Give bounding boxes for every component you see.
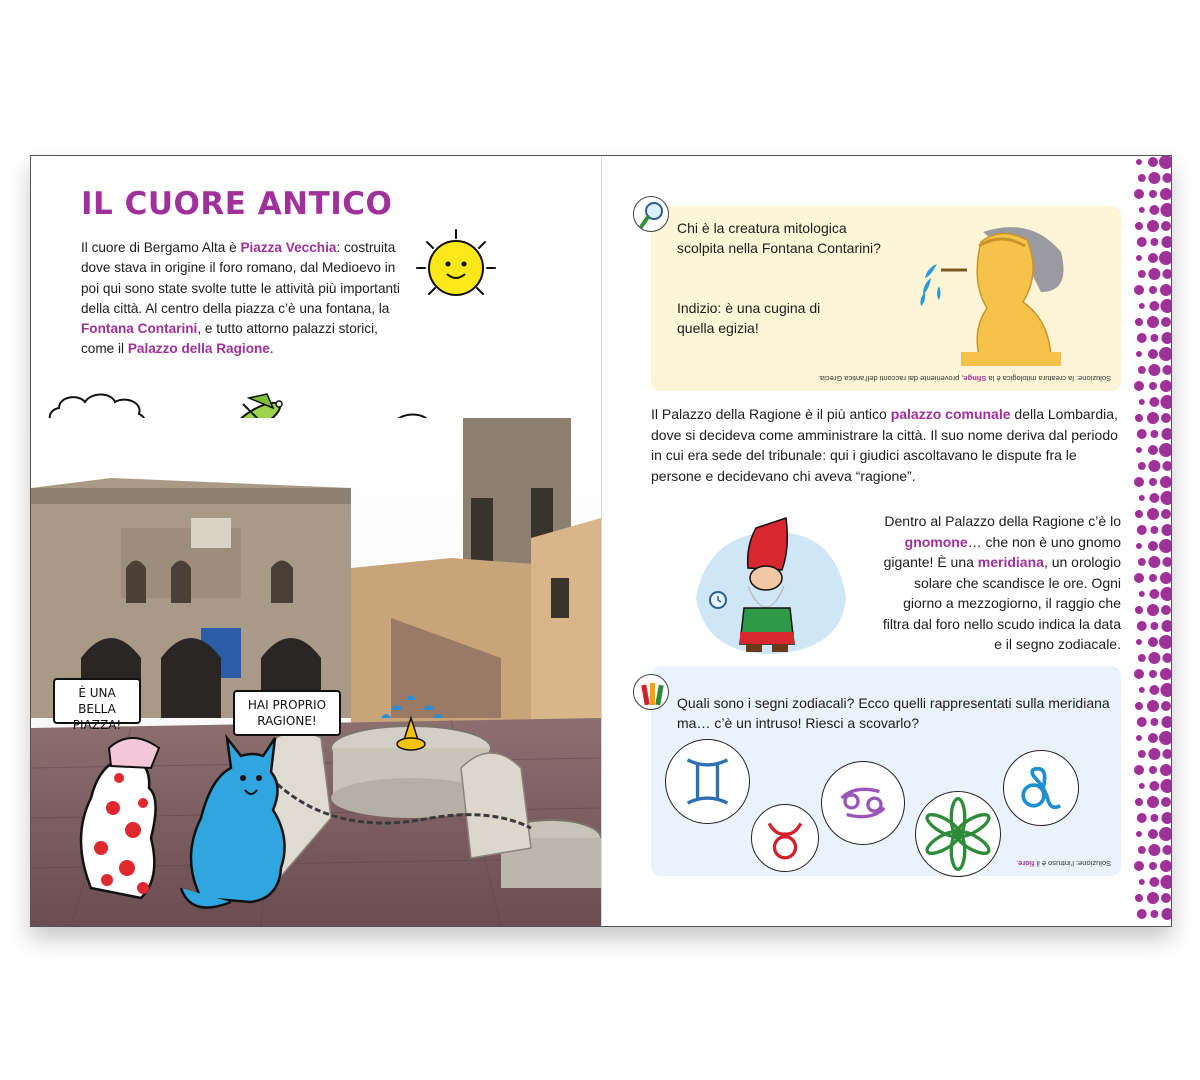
palazzo-paragraph: Il Palazzo della Ragione è il più antico palazzo comunale della Lombardia, dove si decideva come amministrare la città. Il suo nome deriva dal periodo in cui era sede del tribunale: qui i giudici ascoltavano le dispute fra le persone e decidevano chi aveva “ragione”. [651, 406, 1118, 484]
riddle-solution: Soluzione: la creatura mitologica è la Sfinge, proveniente dai racconti dell’antica Grecia. [817, 374, 1111, 383]
leo-symbol[interactable] [1003, 750, 1079, 826]
intro-paragraph: Il cuore di Bergamo Alta è Piazza Vecchia: costruita dove stava in origine il foro romano, dal Medioevo in poi qui sono state svolte tutte le attività più importanti della città. Al centro della piazza c’è una fontana, la Fontana Contarini, e tutto attorno palazzi storici, come il Palazzo della Ragione. [81, 240, 400, 357]
zodiac-question: Quali sono i segni zodiacali? Ecco quelli rappresentati sulla meridiana ma… c’è un intruso! Riesci a scovarlo? [677, 695, 1110, 731]
page-fold [601, 156, 602, 926]
riddle-panel [651, 206, 1121, 391]
sphinx-icon [901, 212, 1071, 372]
gemini-symbol[interactable] [665, 739, 750, 824]
sun-icon [411, 226, 501, 306]
gnomone-paragraph: Dentro al Palazzo della Ragione c’è lo gnomone… che non è uno gnomo gigante! È una meridiana, un orologio solare che scandisce le ore. Ogni giorno a mezzogiorno, il raggio che filtra dal foro nello scudo indica la data e il segno zodiacale. [882, 513, 1121, 652]
gnome-icon [686, 508, 856, 668]
highlight-gnomone: gnomone [904, 533, 968, 550]
zodiac-panel [651, 666, 1121, 876]
highlight-piazza-vecchia: Piazza Vecchia [240, 240, 337, 255]
speech-bubble-cat: HAI PROPRIO RAGIONE! [233, 690, 341, 736]
decorative-dots [1131, 156, 1171, 926]
zodiac-solution: Soluzione: l’intruso è il fiore. [1015, 859, 1111, 868]
page-title: IL CUORE ANTICO [81, 186, 393, 222]
riddle-hint: Indizio: è una cugina di quella egizia! [677, 300, 821, 336]
highlight-fontana-contarini: Fontana Contarini [81, 321, 198, 337]
flower-symbol[interactable] [915, 791, 1001, 877]
cancer-symbol[interactable] [821, 761, 905, 845]
highlight-meridiana: meridiana [977, 554, 1044, 570]
book-spread [30, 155, 1172, 927]
magnifier-icon [633, 196, 669, 232]
piazza-vecchia-photo [31, 418, 601, 926]
riddle-question: Chi è la creatura mitologica scolpita nella Fontana Contarini? [677, 220, 881, 256]
speech-bubble-dog: È UNA BELLA PIAZZA! [53, 678, 141, 724]
highlight-palazzo-ragione: Palazzo della Ragione [127, 341, 270, 357]
pencils-icon [633, 674, 669, 710]
highlight-palazzo-comunale: palazzo comunale [890, 406, 1011, 422]
taurus-symbol[interactable] [751, 804, 819, 872]
